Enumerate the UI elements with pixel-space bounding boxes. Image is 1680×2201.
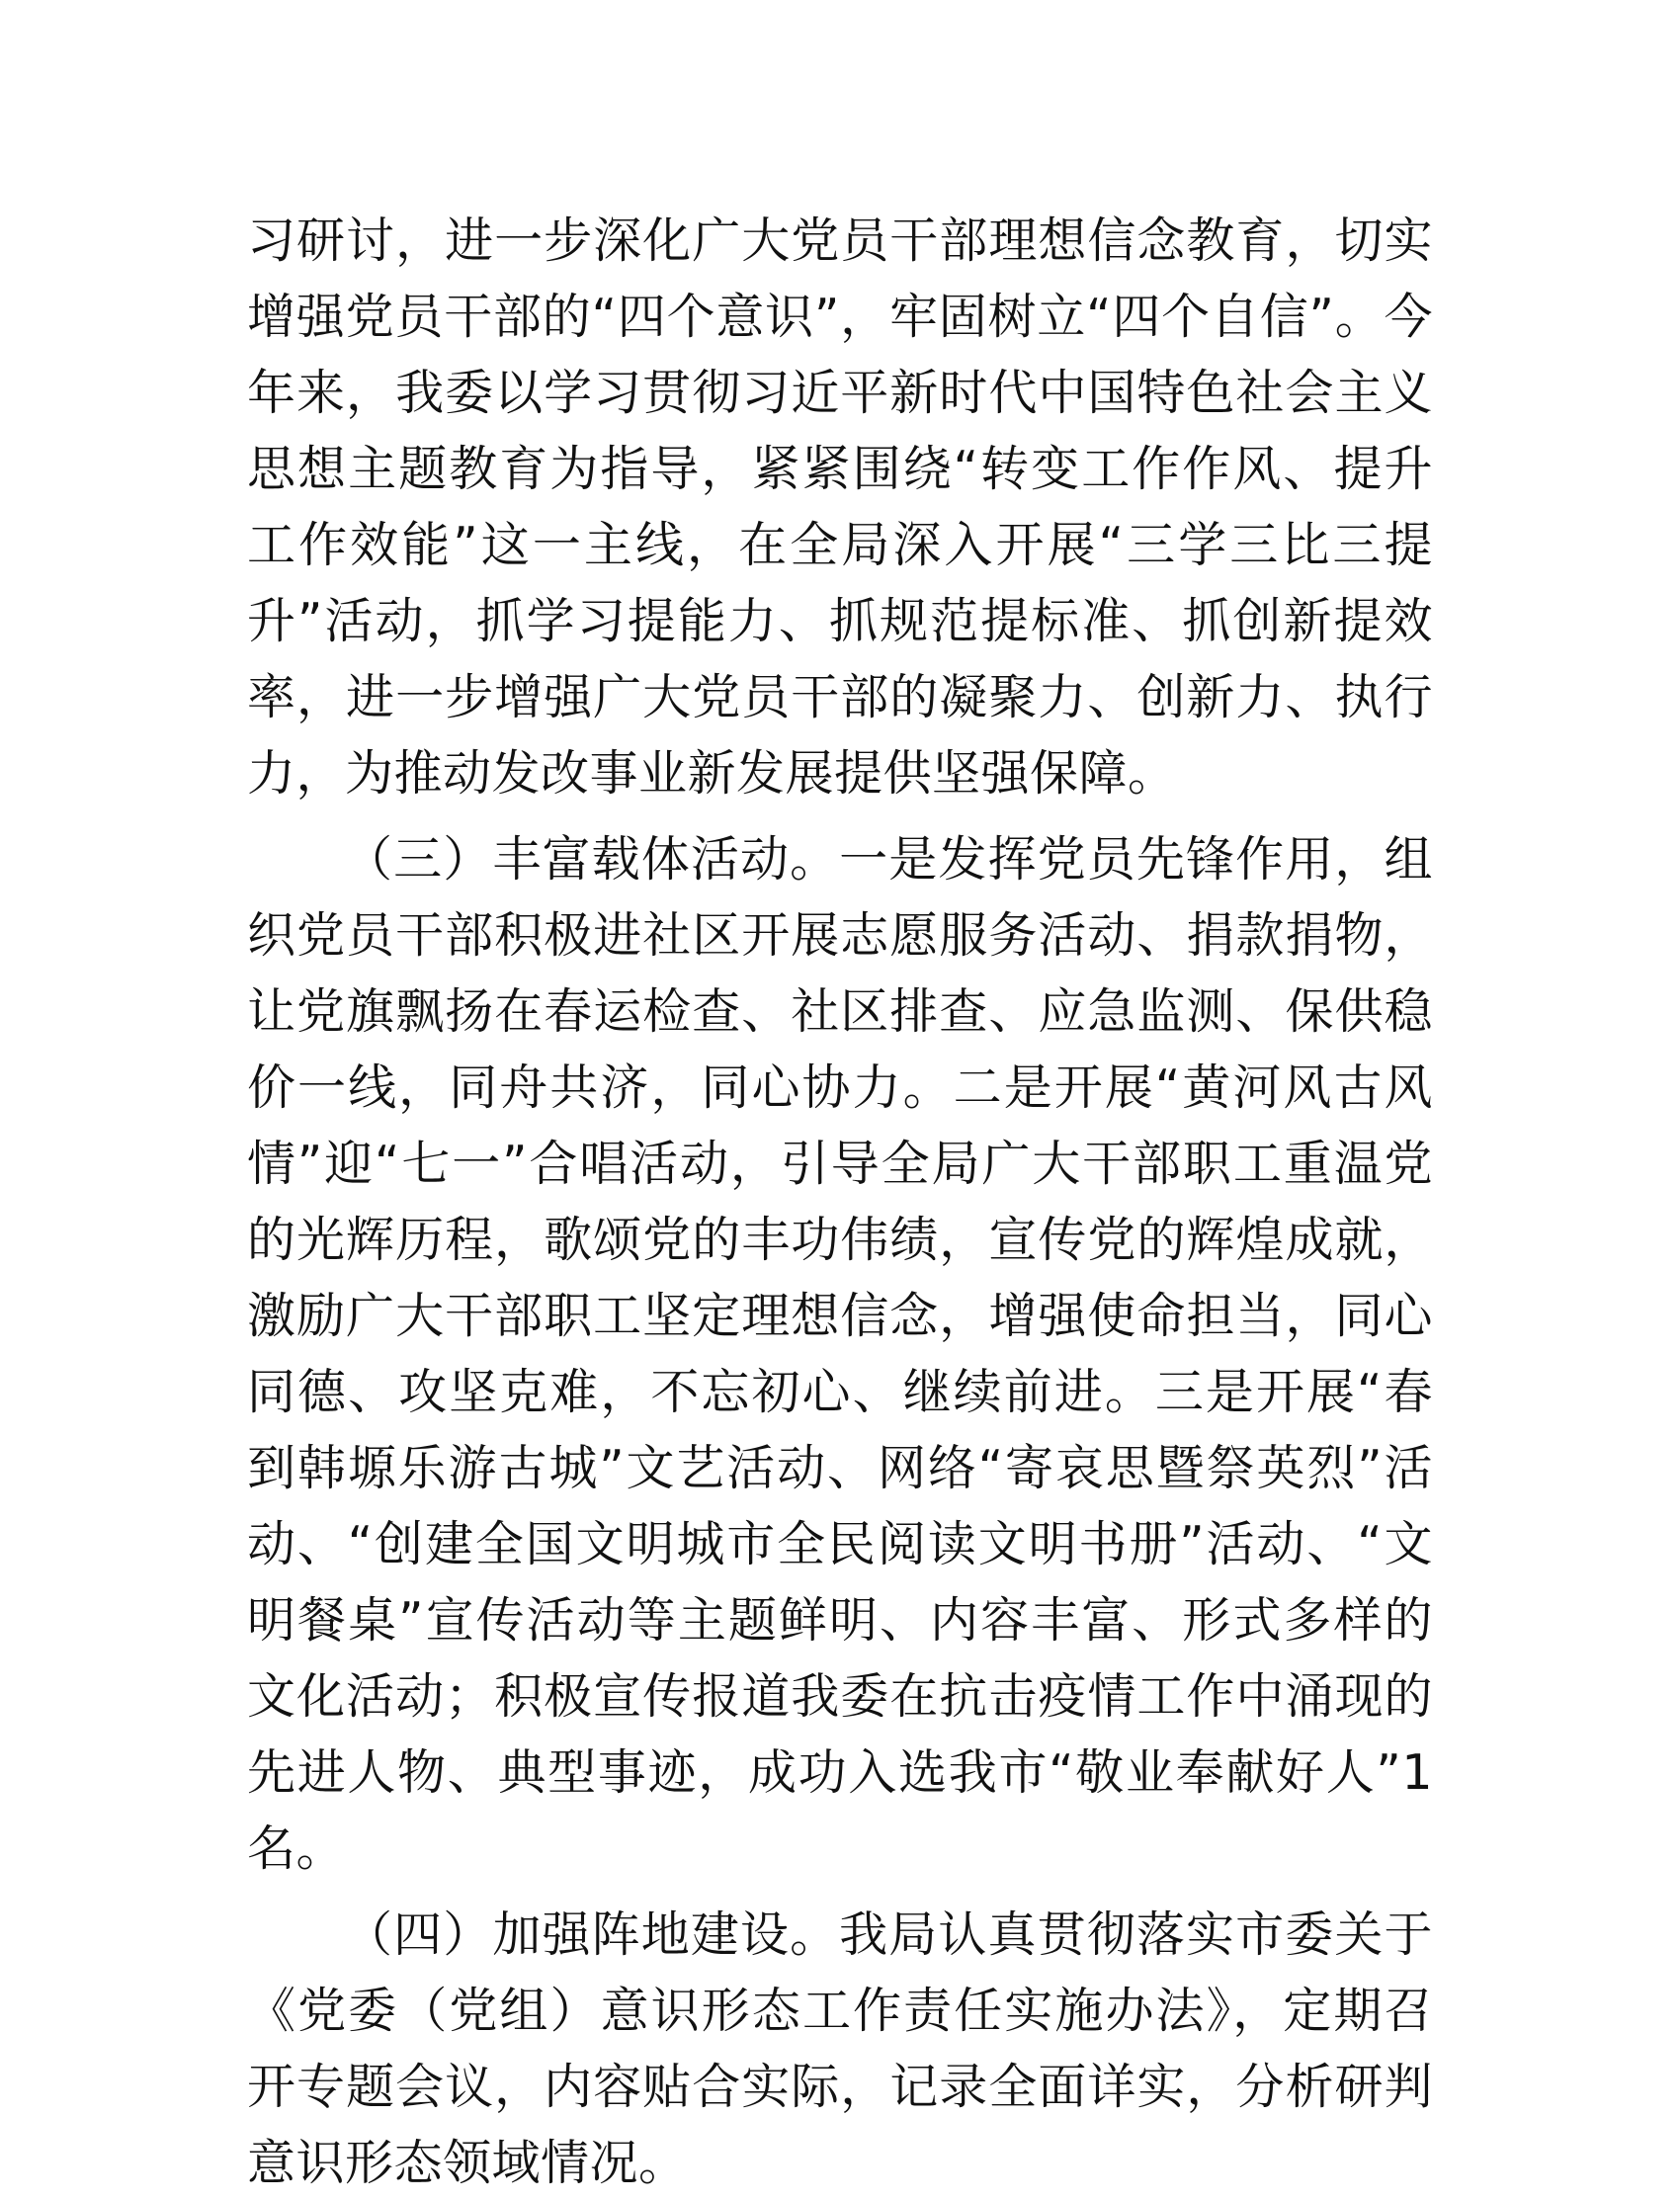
paragraph-carrier-activities: （三）丰富载体活动。一是发挥党员先锋作用，组织党员干部积极进社区开展志愿服务活动、捐款捐物，让党旗飘扬在春运检查、社区排查、应急监测、保供稳价一线，同舟共济，同心协力。二是开展“黄河风古风情”迎“七一”合唱活动，引导全局广大干部职工重温党的光辉历程，歌颂党的丰功伟绩，宣传党的辉煌成就，激励广大干部职工坚定理想信念，增强使命担当，同心同德、攻坚克难，不忘初心、继续前进。三是开展“春到韩塬乐游古城”文艺活动、网络“寄哀思暨祭英烈”活动、“创建全国文明城市全民阅读文明书册”活动、“文明餐桌”宣传活动等主题鲜明、内容丰富、形式多样的文化活动；积极宣传报道我委在抗击疫情工作中涌现的先进人物、典型事迹，成功入选我市“敬业奉献好人”1 名。: [247, 831, 1433, 1877]
body-text: [247, 203, 1433, 2201]
paragraph-study-discussion: 习研讨，进一步深化广大党员干部理想信念教育，切实增强党员干部的“四个意识”，牢固树立“四个自信”。今年来，我委以学习贯彻习近平新时代中国特色社会主义思想主题教育为指导，紧紧围绕“转变工作作风、提升工作效能”这一主线，在全局深入开展“三学三比三提升”活动，抓学习提能力、抓规范提标准、抓创新提效率，进一步增强广大党员干部的凝聚力、创新力、执行力，为推动发改事业新发展提供坚强保障。: [247, 212, 1433, 802]
paragraph-position-building: （四）加强阵地建设。我局认真贯彻落实市委关于《党委（党组）意识形态工作责任实施办法》，定期召开专题会议，内容贴合实际，记录全面详实，分析研判意识形态领域情况。: [247, 1906, 1433, 2191]
